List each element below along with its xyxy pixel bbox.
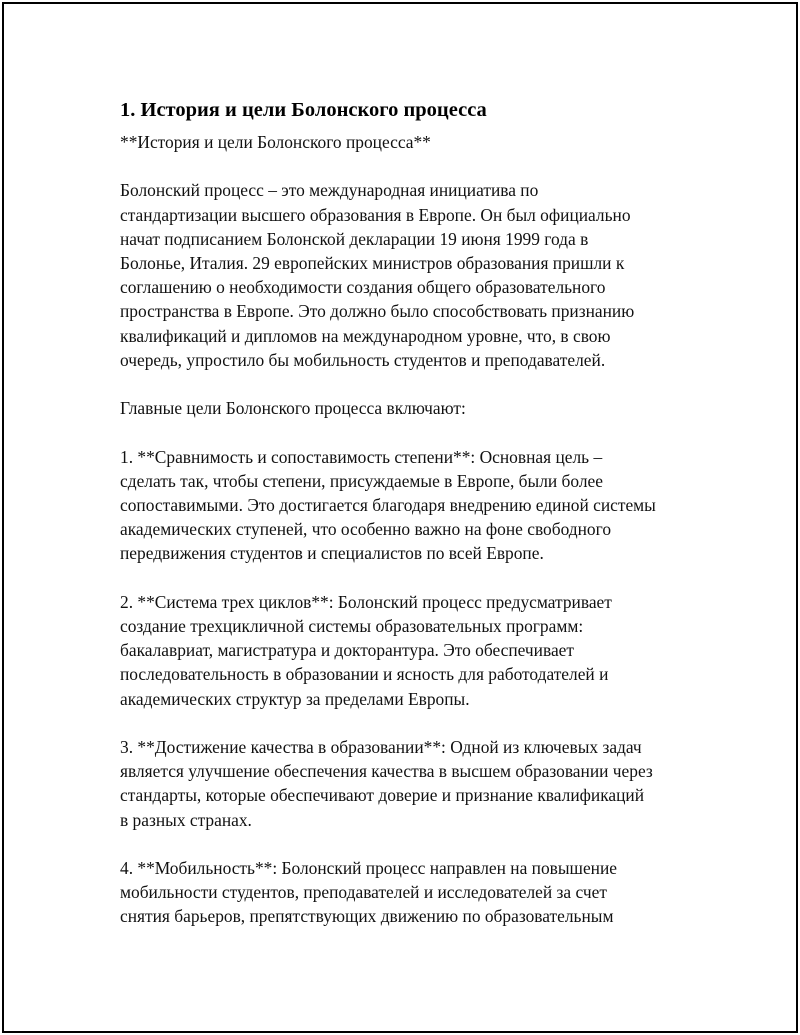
paragraph-goal-1: 1. **Сравнимость и сопоставимость степени**: Основная цель – сделать так, чтобы степени, присуждаемые в Европе, были более сопоставимыми. Это достигается благодаря внедрению единой системы академических ступеней, что особенно важно на фоне свободного передвижения студентов и специалистов по всей Европе. — [120, 446, 656, 564]
section-subheading: **История и цели Болонского процесса** — [120, 132, 431, 152]
document-body — [120, 96, 700, 953]
paragraph-goals-lead: Главные цели Болонского процесса включают: — [120, 398, 466, 419]
paragraph-goal-3: 3. **Достижение качества в образовании**: Одной из ключевых задач является улучшение обеспечения качества в высшем образовании через стандарты, которые обеспечивают доверие и признание квалификаций в разных странах. — [120, 737, 653, 830]
paragraph-goal-4: 4. **Мобильность**: Болонский процесс направлен на повышение мобильности студентов, преподавателей и исследователей за счет снятия барьеров, препятствующих движению по образовательным — [120, 858, 617, 927]
document-page — [2, 2, 798, 1033]
section-heading: 1. История и цели Болонского процесса — [120, 99, 487, 121]
paragraph-intro: Болонский процесс – это международная инициатива по стандартизации высшего образования в Европе. Он был официально начат подписанием Болонской декларации 19 июня 1999 года в Болонье, Италия. 29 европейских министров образования пришли к соглашению о необходимости создания общего образовательного пространства в Европе. Это должно было способствовать признанию квалификаций и дипломов на международном уровне, что, в свою очередь, упростило бы мобильность студентов и преподавателей. — [120, 180, 635, 370]
paragraph-goal-2: 2. **Система трех циклов**: Болонский процесс предусматривает создание трехцикличной системы образовательных программ: бакалавриат, магистратура и докторантура. Это обеспечивает последовательность в образовании и ясность для работодателей и академических структур за пределами Европы. — [120, 591, 612, 709]
